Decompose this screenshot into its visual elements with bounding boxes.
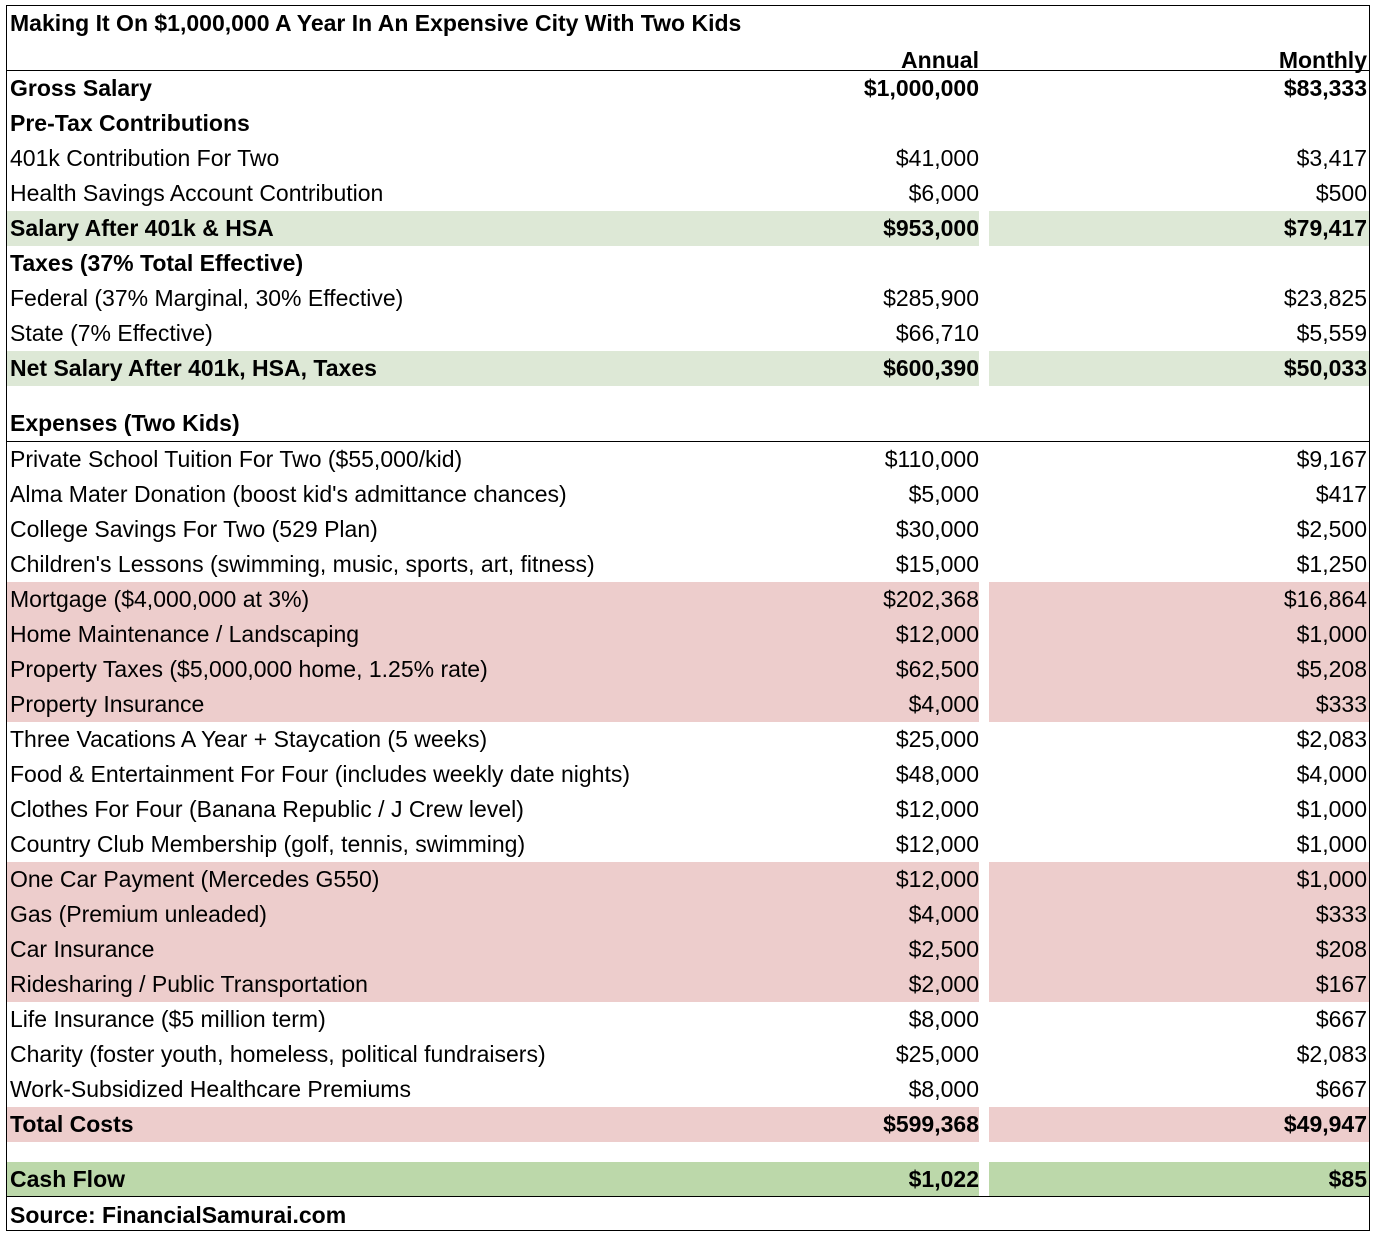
column-gap xyxy=(979,617,989,652)
column-gap xyxy=(979,1107,989,1142)
table-row xyxy=(7,512,1369,547)
row-label: Car Insurance xyxy=(10,936,155,962)
annual-value: $12,000 xyxy=(895,621,979,647)
row-label: One Car Payment (Mercedes G550) xyxy=(10,866,380,892)
monthly-value: $1,000 xyxy=(1296,866,1367,892)
annual-value: $202,368 xyxy=(883,586,979,612)
table-row xyxy=(7,687,1369,722)
column-gap xyxy=(979,652,989,687)
row-label: Alma Mater Donation (boost kid's admittance chances) xyxy=(10,481,567,507)
table-row xyxy=(7,827,1369,862)
row-label: Work-Subsidized Healthcare Premiums xyxy=(10,1076,411,1102)
row-label: Gross Salary xyxy=(10,75,152,101)
table-row xyxy=(7,1072,1369,1107)
annual-value: $110,000 xyxy=(884,446,979,472)
monthly-value: $333 xyxy=(1315,691,1367,717)
table-row xyxy=(7,862,1369,897)
table-row xyxy=(7,281,1369,316)
monthly-value: $5,208 xyxy=(1296,656,1367,682)
annual-value: $8,000 xyxy=(908,1076,979,1102)
annual-value: $25,000 xyxy=(895,1041,979,1067)
monthly-value: $1,250 xyxy=(1296,551,1367,577)
annual-value: $48,000 xyxy=(895,761,979,787)
monthly-value: $667 xyxy=(1315,1076,1367,1102)
annual-value: $12,000 xyxy=(895,831,979,857)
row-label: Federal (37% Marginal, 30% Effective) xyxy=(10,285,404,311)
monthly-value: $50,033 xyxy=(1283,355,1367,381)
monthly-value: $49,947 xyxy=(1283,1111,1367,1137)
annual-value: $285,900 xyxy=(883,285,979,311)
annual-value: $1,022 xyxy=(908,1166,979,1192)
row-label: Home Maintenance / Landscaping xyxy=(10,621,360,647)
annual-value: $5,000 xyxy=(908,481,979,507)
annual-value: $4,000 xyxy=(908,901,979,927)
row-label: Total Costs xyxy=(10,1111,134,1137)
row-label: Life Insurance ($5 million term) xyxy=(10,1006,326,1032)
row-label: Clothes For Four (Banana Republic / J Crew level) xyxy=(10,796,524,822)
monthly-value: $3,417 xyxy=(1296,145,1367,171)
table-row xyxy=(7,792,1369,827)
table-row xyxy=(7,442,1369,477)
row-label: Cash Flow xyxy=(10,1166,126,1192)
column-gap xyxy=(979,211,989,246)
column-gap xyxy=(979,351,989,386)
monthly-value: $667 xyxy=(1315,1006,1367,1032)
monthly-value: $23,825 xyxy=(1283,285,1367,311)
row-label: Pre-Tax Contributions xyxy=(10,110,250,136)
table-row xyxy=(7,316,1369,351)
expenses-header-row xyxy=(7,406,1369,441)
row-label: Gas (Premium unleaded) xyxy=(10,901,267,927)
table-row xyxy=(7,246,1369,281)
annual-value: $6,000 xyxy=(908,180,979,206)
table-title-row xyxy=(7,6,1369,41)
expenses-header: Expenses (Two Kids) xyxy=(10,410,240,436)
column-gap xyxy=(979,897,989,932)
row-label: Food & Entertainment For Four (includes weekly date nights) xyxy=(10,761,631,787)
source-text: Source: FinancialSamurai.com xyxy=(10,1202,347,1228)
table-row xyxy=(7,757,1369,792)
table-row xyxy=(7,547,1369,582)
monthly-value: $79,417 xyxy=(1283,215,1367,241)
row-label: Country Club Membership (golf, tennis, swimming) xyxy=(10,831,526,857)
monthly-value: $85 xyxy=(1328,1166,1367,1192)
monthly-value: $500 xyxy=(1315,180,1367,206)
annual-value: $62,500 xyxy=(895,656,979,682)
table-row xyxy=(7,1037,1369,1072)
table-row xyxy=(7,1002,1369,1037)
monthly-column-header: Monthly xyxy=(1278,47,1367,73)
table-row xyxy=(7,897,1369,932)
monthly-value: $2,083 xyxy=(1296,1041,1367,1067)
row-label: Ridesharing / Public Transportation xyxy=(10,971,368,997)
budget-table xyxy=(6,5,1370,1231)
column-gap xyxy=(979,932,989,967)
table-row xyxy=(7,1107,1369,1142)
table-row xyxy=(7,477,1369,512)
table-row xyxy=(7,106,1369,141)
row-label: Health Savings Account Contribution xyxy=(10,180,384,206)
row-label: Salary After 401k & HSA xyxy=(10,215,274,241)
monthly-value: $9,167 xyxy=(1296,446,1367,472)
column-gap xyxy=(979,687,989,722)
annual-value: $12,000 xyxy=(895,866,979,892)
monthly-value: $16,864 xyxy=(1283,586,1367,612)
monthly-value: $2,083 xyxy=(1296,726,1367,752)
table-row xyxy=(7,652,1369,687)
column-header-row xyxy=(7,41,1369,71)
annual-column-header: Annual xyxy=(901,47,979,73)
table-row xyxy=(7,351,1369,386)
monthly-value: $83,333 xyxy=(1283,75,1367,101)
monthly-value: $167 xyxy=(1315,971,1367,997)
monthly-value: $1,000 xyxy=(1296,831,1367,857)
annual-value: $953,000 xyxy=(883,215,979,241)
monthly-value: $1,000 xyxy=(1296,621,1367,647)
annual-value: $4,000 xyxy=(908,691,979,717)
annual-value: $12,000 xyxy=(895,796,979,822)
table-row xyxy=(7,176,1369,211)
table-row xyxy=(7,967,1369,1002)
source-row xyxy=(7,1198,1369,1233)
row-label: College Savings For Two (529 Plan) xyxy=(10,516,378,542)
annual-value: $2,000 xyxy=(908,971,979,997)
row-label: Three Vacations A Year + Staycation (5 weeks) xyxy=(10,726,488,752)
annual-value: $2,500 xyxy=(908,936,979,962)
monthly-value: $4,000 xyxy=(1296,761,1367,787)
annual-value: $1,000,000 xyxy=(863,75,979,101)
table-title: Making It On $1,000,000 A Year In An Expensive City With Two Kids xyxy=(10,10,742,36)
table-row xyxy=(7,211,1369,246)
table-row xyxy=(7,932,1369,967)
row-label: Net Salary After 401k, HSA, Taxes xyxy=(10,355,377,381)
annual-value: $66,710 xyxy=(895,320,979,346)
monthly-value: $5,559 xyxy=(1296,320,1367,346)
row-label: Charity (foster youth, homeless, political fundraisers) xyxy=(10,1041,546,1067)
row-label: Property Insurance xyxy=(10,691,205,717)
monthly-value: $2,500 xyxy=(1296,516,1367,542)
annual-value: $41,000 xyxy=(895,145,979,171)
table-row xyxy=(7,617,1369,652)
row-label: 401k Contribution For Two xyxy=(10,145,280,171)
table-row xyxy=(7,141,1369,176)
monthly-value: $208 xyxy=(1315,936,1367,962)
column-gap xyxy=(979,967,989,1002)
annual-value: $30,000 xyxy=(895,516,979,542)
row-label: Children's Lessons (swimming, music, sports, art, fitness) xyxy=(10,551,595,577)
column-gap xyxy=(979,862,989,897)
monthly-value: $333 xyxy=(1315,901,1367,927)
table-row xyxy=(7,722,1369,757)
annual-value: $600,390 xyxy=(883,355,979,381)
row-label: Private School Tuition For Two ($55,000/kid) xyxy=(10,446,463,472)
monthly-value: $1,000 xyxy=(1296,796,1367,822)
row-label: State (7% Effective) xyxy=(10,320,213,346)
row-label: Taxes (37% Total Effective) xyxy=(10,250,304,276)
column-gap xyxy=(979,582,989,617)
annual-value: $8,000 xyxy=(908,1006,979,1032)
row-label: Mortgage ($4,000,000 at 3%) xyxy=(10,586,310,612)
annual-value: $599,368 xyxy=(883,1111,979,1137)
column-gap xyxy=(979,1162,989,1197)
table-row xyxy=(7,71,1369,106)
table-row xyxy=(7,582,1369,617)
row-label: Property Taxes ($5,000,000 home, 1.25% rate) xyxy=(10,656,488,682)
annual-value: $15,000 xyxy=(895,551,979,577)
monthly-value: $417 xyxy=(1315,481,1367,507)
annual-value: $25,000 xyxy=(895,726,979,752)
source-divider xyxy=(7,1196,1369,1197)
table-row xyxy=(7,1162,1369,1197)
